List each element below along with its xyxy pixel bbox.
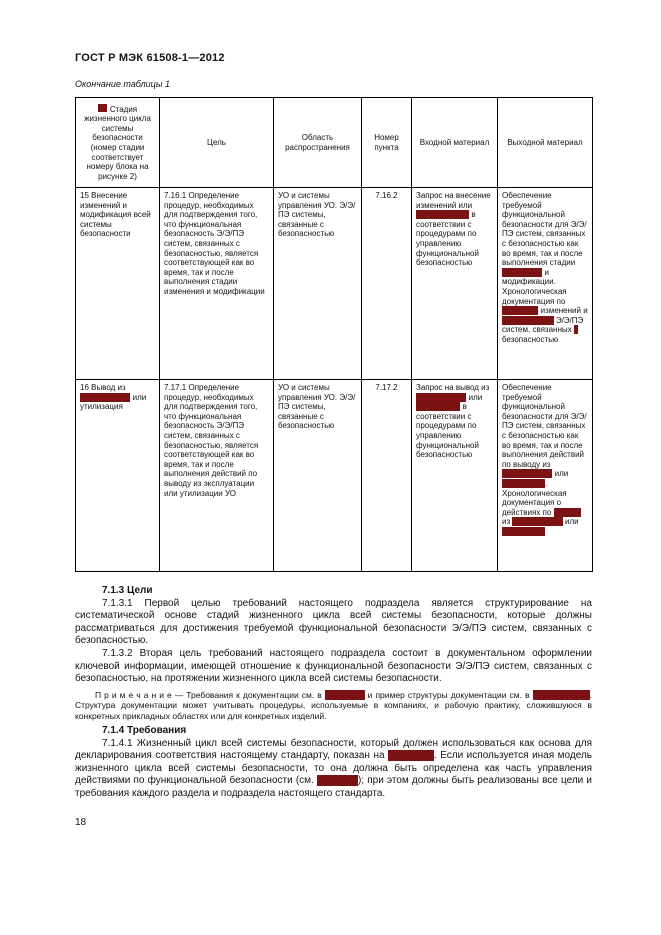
cell-stage-16: 16 Вывод из эксплуатации или утилизация [76, 380, 160, 572]
cell-input-15: Запрос на внесение изменений или модификацию в соответствии с процедурами по управлению функциональной безопасностью [412, 188, 498, 380]
cell-input-16: Запрос на вывод из эксплуатации или утилизацию в соответствии с процедурами по управлению функциональной безопасностью [412, 380, 498, 572]
cell-goal-16: 7.17.1 Определение процедур, необходимых для подтверждения того, что функциональная безопасность Э/Э/ПЭ систем, связанных с безопасностью, является соответствующей как во время, так и после выполнения действий по выводу из эксплуатации или утилизации УО [160, 380, 274, 572]
redacted-text: утилизацию [416, 402, 461, 412]
cell-output-15: Обеспечение требуемой функциональной безопасности для Э/Э/ПЭ систем, связанных с безопасностью как во время, так и после выполнения стадии изменений и модификации. Хронологическая документация по внесению изменений и модификации Э/Э/ПЭ систем, связанных с безопасностью [498, 188, 593, 380]
redacted-text: эксплуатации [502, 469, 553, 479]
col-header-scope: Область распространения [274, 98, 362, 188]
heading-goals: 7.1.3 Цели [102, 585, 153, 596]
col-header-clause: Номер пункта [362, 98, 412, 188]
cell-clause-16: 7.17.2 [362, 380, 412, 572]
redacted-text: выводу [553, 507, 581, 517]
cell-clause-15: 7.16.2 [362, 188, 412, 380]
redaction-mark-icon [98, 104, 107, 112]
redacted-text: разделе 5 [324, 689, 365, 700]
col-header-stage [76, 98, 160, 188]
table-header-row [76, 98, 593, 188]
table-row-stage-15 [76, 188, 593, 380]
para-7-1-3-2: 7.1.3.2 Вторая цель требований настоящего подраздела состоит в документальном оформлении ключевой информации, имеющей отношение к функциональной безопасности Э/Э/ПЭ систем, связанных с безопасностью, на протяжении жизненного цикла всей системы безопасности. [75, 647, 592, 685]
redacted-text: эксплуатации [512, 517, 563, 527]
redacted-text: с [573, 325, 578, 335]
redacted-text: рисунке 2 [388, 750, 434, 762]
redacted-text: приложении А [532, 689, 590, 700]
para-7-1-4-1: 7.1.4.1 Жизненный цикл всей системы безопасности, который должен использоваться как основа для декларирования соответствия настоящему стандарту, показан на рисунке 2. Если используется иная модель жизненного цикла всей системы безопасности, то она должна быть определена как часть управления действиями по функциональной безопасности (см. раздел 6); при этом должны быть реализованы все цели и требования каждого раздела и подраздела настоящего стандарта. [75, 737, 592, 799]
redacted-text: модификацию [416, 210, 470, 220]
para-7-1-3-1: 7.1.3.1 Первой целью требований настоящего подраздела является структурирование на систематической основе стадий жизненного цикла всей системы безопасности, которые должны рассматриваться для достижения требуемой функциональной безопасности Э/Э/ПЭ систем, связанных с безопасностью. [75, 597, 592, 647]
page-number: 18 [75, 816, 87, 828]
col-header-output: Выходной материал [498, 98, 593, 188]
col-header-input: Входной материал [412, 98, 498, 188]
doc-code: ГОСТ Р МЭК 61508-1—2012 [75, 52, 225, 64]
redacted-text: внесению [502, 306, 539, 316]
cell-scope-16: УО и системы управления УО. Э/Э/ПЭ системы, связанные с безопасностью [274, 380, 362, 572]
redacted-text: утилизации [502, 526, 545, 536]
note-text: Требования к документации см. в разделе 5 и пример структуры документации см. в приложении А. Структура документации может учитывать процедуры, используемые в компаниях, и рабочую практику, сложившуюся в конкретных прикладных областях или для конкретных изделий. [75, 689, 592, 721]
lifecycle-table [75, 97, 593, 572]
redacted-text: раздел 6 [316, 775, 358, 787]
body-text [75, 585, 592, 801]
col-header-stage-label: Стадия жизненного цикла системы безопасности (номер стадии соответствует номеру блока на рисунке 2) [84, 104, 151, 181]
cell-scope-15: УО и системы управления УО. Э/Э/ПЭ системы, связанные с безопасностью [274, 188, 362, 380]
table-row-stage-16 [76, 380, 593, 572]
col-header-goal: Цель [160, 98, 274, 188]
cell-goal-15: 7.16.1 Определение процедур, необходимых для подтверждения того, что функциональная безопасность Э/Э/ПЭ систем, связанных с безопасностью, является соответствующей как во время, так и после выполнения стадии изменения и модификации [160, 188, 274, 380]
cell-stage-15: 15 Внесение изменений и модификация всей системы безопасности [76, 188, 160, 380]
note-label: П р и м е ч а н и е — [95, 689, 187, 700]
redacted-text: эксплуатации [80, 392, 131, 402]
table-body [76, 188, 593, 572]
redacted-text: эксплуатации [416, 392, 467, 402]
table-caption: Окончание таблицы 1 [75, 79, 170, 89]
redacted-text: модификации [502, 315, 554, 325]
redacted-text: изменений [502, 267, 543, 277]
cell-output-16: Обеспечение требуемой функциональной безопасности для Э/Э/ПЭ систем, связанных с безопасностью как во время, так и после выполнения действий по выводу из эксплуатации или утилизации. Хронологическая документация о действиях по выводу из эксплуатации или утилизации [498, 380, 593, 572]
heading-requirements: 7.1.4 Требования [102, 724, 187, 736]
note-paragraph [75, 690, 592, 721]
table-header [76, 98, 593, 188]
redacted-text: утилизации [502, 478, 545, 488]
